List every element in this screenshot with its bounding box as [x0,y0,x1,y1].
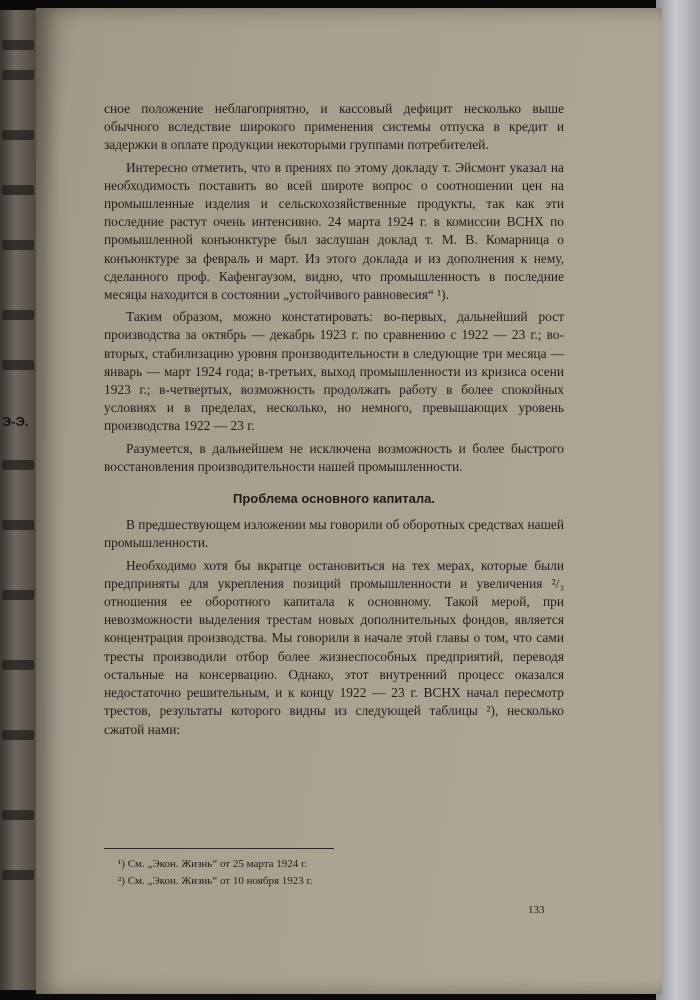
edge-text-fragment [2,660,34,670]
edge-text-fragment [2,590,34,600]
book-page [36,8,662,994]
edge-text-fragment [2,70,34,80]
edge-label: Э-Э. [2,414,29,429]
edge-text-fragment [2,240,34,250]
edge-text-fragment [2,460,34,470]
edge-text-fragment [2,40,34,50]
paragraph: Разумеется, в дальнейшем не исключена возможность и более быстрого восстановления производительности нашей промышленности. [104,440,564,474]
edge-text-fragment [2,520,34,530]
paragraph: Интересно отметить, что в прениях по этому докладу т. Эйсмонт указал на необходимость поставить во всей широте вопрос о соотношении цен на промышленные изделия и сельскохозяйственные продукты, так как эти последние растут очень интенсивно. 24 марта 1924 г. в комиссии ВСНХ по промышленной конъюнктуре был заслушан доклад т. М. В. Комарница о конъюнктуре за февраль и март. Из этого доклада и из дополнения к нему, сделанного проф. Кафенгаузом, видно, что промышленность в последние месяцы находится в состоянии „устойчивого равновесия“ ¹). [104,159,564,303]
edge-text-fragment [2,810,34,820]
paragraph: Таким образом, можно констатировать: во-первых, дальнейший рост производства за октябрь — декабрь 1923 г. по сравнению с 1922 — 23 г.; во-вторых, стабилизацию уровня производительности в следующие три месяца — январь — март 1924 года; в-третьих, выход промышленности из кризиса осени 1923 г.; в-четвертых, возможность продолжать работу в более спокойных условиях и в пределах, несколько, но немного, превышающих уровень производства 1922 — 23 г. [104,309,564,434]
paragraph: Необходимо хотя бы вкратце остановиться на тех мерах, которые были предприняты для укрепления позиций промышленности и увеличения ²/₃ отношения ее оборотного капитала к основному. Такой мерой, при невозможности выделения трестам новых дополнительных фондов, является концентрация производства. Мы говорили в начале этой главы о том, что сами тресты производили отбор более жизнеспособных предприятий, переводя остальные на консервацию. Однако, этот внутренний процесс оказался недостаточно решительным, и к концу 1922 — 23 г. ВСНХ начал пересмотр трестов, результаты которого видны из следующей таблицы ²), несколько сжатой нами: [104,557,564,737]
paragraph: В предшествующем изложении мы говорили об оборотных средствах нашей промышленности. [104,517,564,551]
footnote: ²) См. „Экон. Жизнь“ от 10 ноября 1923 г. [118,875,313,887]
section-heading: Проблема основного капитала. [232,491,435,507]
edge-text-fragment [2,185,34,195]
page-number: 133 [528,904,545,916]
page-stack-edge [656,0,700,1000]
edge-text-fragment [2,870,34,880]
edge-text-fragment [2,730,34,740]
edge-text-fragment [2,310,34,320]
edge-text-fragment [2,360,34,370]
footnote-divider [104,848,334,849]
footnotes [118,856,538,890]
paragraph: сное положение неблагоприятно, и кассовый дефицит несколько выше обычного вследствие широкого применения системы отпуска в кредит и задержки в оплате продукции некоторыми группами потребителей. [104,101,564,153]
page-body [104,100,564,743]
footnote: ¹) См. „Экон. Жизнь“ от 25 марта 1924 г. [118,858,308,870]
previous-page-edge [0,10,38,990]
edge-text-fragment [2,130,34,140]
